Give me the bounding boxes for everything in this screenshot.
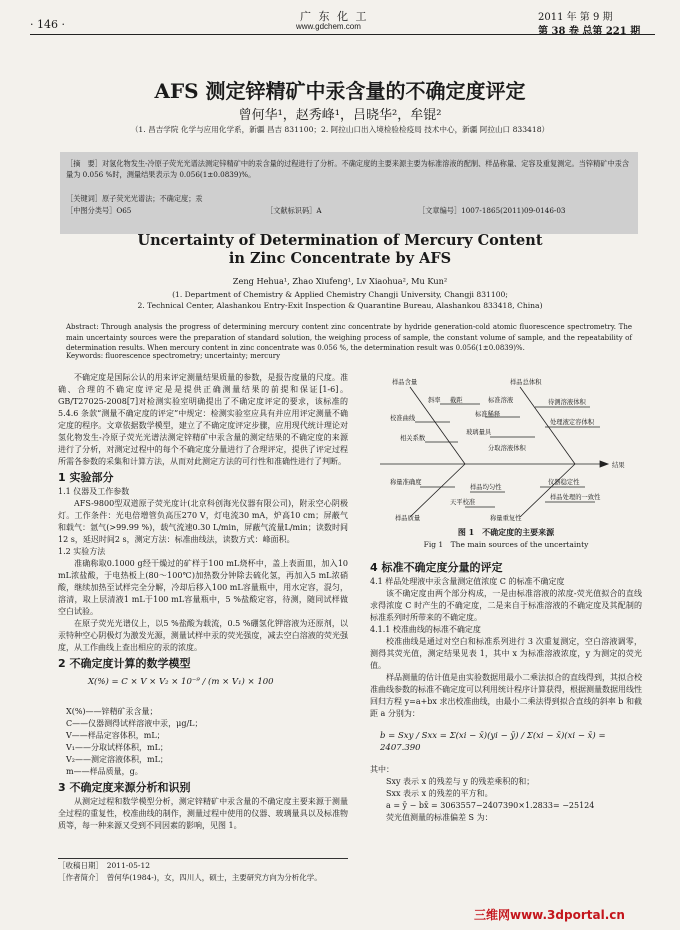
affiliation-english-1: (1. Department of Chemistry & Applied Chemistry Changji University, Changji 831100; <box>172 290 508 299</box>
where-label: 其中： <box>370 765 394 774</box>
measurement-paragraph: 在原子荧光光谱仪上，以5 %盐酸为载流，0.5 %硼氢化钾溶液为还原剂，以汞特种空心阴极灯为激发光源，测量试样中汞的荧光强度，减去空白溶液的荧光强度，从工作曲线上查出相应的汞的浓度。 <box>58 619 348 652</box>
label-weighing-repeatability: 称量重复性 <box>490 515 522 522</box>
journal-url: www.gdchem.com <box>296 22 361 31</box>
slope-formula: b = Sxy / Sxx = Σ(xi − x̄)(yi − ȳ) / Σ(xi − x̄)(xi − x̄) = 2407.390 <box>380 731 606 753</box>
label-result: 结果 <box>612 462 625 469</box>
variable-definitions <box>66 706 348 778</box>
journal-name: 广 东 化 工 <box>300 10 369 23</box>
method-paragraph: 准确称取0.1000 g经干燥过的矿样于100 mL烧杯中，盖上表面皿，加入10 mL浓盐酸，于电热板上(80～100℃)加热数分钟除去硫化氢，再加入5 mL浓硝酸，继续加热至试样完全分解，冷却后移入100 mL容量瓶中，用水定容，混匀，溶清，取上层清液1 mL于100 mL容量瓶中，5 %盐酸定容，待测，随同试样做空白试验。 <box>58 559 348 616</box>
fishbone-diagram <box>370 372 645 522</box>
uncertainty-composition-paragraph: 该不确定度由两个部分构成，一是由标准溶液的浓度-荧光值拟合的直线求得浓度 C 时产生的不确定度，二是来自于标准溶液的不确定度及其配制的标准系列时所带来的不确定度。 <box>370 589 642 622</box>
label-intercept: 截距 <box>450 397 463 404</box>
label-calibration-curve: 校准曲线 <box>390 415 416 422</box>
label-standard-dilution: 标准稀释 <box>475 411 501 418</box>
title-english-line2: in Zinc Concentrate by AFS <box>228 250 452 267</box>
std-deviation-paragraph: 荧光值测量的标准偏差 S 为： <box>386 813 493 822</box>
least-squares-paragraph: 样品测量的估计值是由实验数据用最小二乘法拟合的直线得到，其拟合校准曲线参数的标准不确定度可以利用统计程序计算获得，根据测量数据用线性回归方程 y=a+bx 求出校准曲线，由最小二乘法得到拟合直线的斜率 b 和截距 a 分别为： <box>370 673 642 718</box>
label-correlation: 相关系数 <box>400 435 426 442</box>
branch-lower-2 <box>520 464 575 517</box>
title-english-line1: Uncertainty of Determination of Mercury Content <box>137 232 543 249</box>
definition-v: V——样品定容体积，mL； <box>66 731 165 740</box>
label-sample-total-volume: 样品总体积 <box>510 379 542 386</box>
spine-arrow <box>600 461 608 467</box>
calibration-paragraph: 校准曲线是通过对空白和标准系列进行 3 次重复测定，空白溶液调零，测得其荧光值，测定结果见表 1，其中 x 为标准溶液浓度，y 为测定的荧光值。 <box>370 637 642 670</box>
label-standard-solution: 标准溶液 <box>488 397 514 404</box>
abstract-english: Abstract: Through analysis the progress of determining mercury content zinc concentrate by hydride generation-cold atomic fluorescence spectrometry. The main uncertainty sources were the preparation of standard solution, the weighing process of sample, the constant volume of sample, and the repeatability of determination results. When mercury content in zinc concentrate was 0.056 %, the determination result was 0.056(1±0.0839)%. <box>66 323 632 352</box>
definition-v2: V₂——测定溶液体积，mL； <box>66 755 168 764</box>
right-column <box>370 556 642 824</box>
header-rule <box>30 34 655 35</box>
keywords-english: Keywords: fluorescence spectrometry; uncertainty; mercury <box>66 352 281 360</box>
section-4-1-1-heading: 4.1.1 校准曲线的标准不确定度 <box>370 625 481 634</box>
label-instrument-stability: 仪器稳定性 <box>548 479 580 486</box>
document-code: ［文献标识码］A <box>266 206 322 215</box>
section-1-2-heading: 1.2 实验方法 <box>58 547 106 556</box>
class-number: ［中图分类号］O65 <box>66 206 132 215</box>
model-formula: X(%) = C × V × V₂ × 10⁻⁹ / (m × V₁) × 100 <box>88 677 274 687</box>
label-sample-mass: 样品质量 <box>395 515 421 522</box>
volume-info: 第 38 卷 总第 221 期 <box>538 26 641 37</box>
section-2-heading: 2 不确定度计算的数学模型 <box>58 657 191 670</box>
abstract-chinese: ［摘 要］对氢化物发生-冷原子荧光光谱法测定锌精矿中的汞含量的过程进行了分析。不确定度的主要来源主要为标准溶液的配制、样品称量、定容及重复测定。当锌精矿中汞含量为 0.056 %时，测量结果表示为 0.056(1±0.0839)%。 <box>66 159 630 179</box>
label-treatment-volume: 处理液定容体积 <box>550 419 595 426</box>
label-homogeneity: 样品均匀性 <box>470 484 502 491</box>
label-treatment-consistency: 样品处理的一致性 <box>550 494 601 501</box>
title-chinese: AFS 测定锌精矿中汞含量的不确定度评定 <box>154 79 526 103</box>
title-english <box>0 232 680 268</box>
sxy-definition: Sxy 表示 x 的残差与 y 的残差乘积的和； <box>386 777 535 786</box>
article-number: ［文章编号］1007-1865(2011)09-0146-03 <box>418 206 566 215</box>
sources-paragraph: 从测定过程和数学模型分析，测定锌精矿中汞含量的不确定度主要来源于测量全过程的重复性，校准曲线的制作，测量过程中使用的仪器、玻璃量具以及标准物质等，每一种来源又受到不同因素的影响，见图 1。 <box>58 797 348 830</box>
label-glassware: 玻璃量具 <box>466 429 492 436</box>
section-3-heading: 3 不确定度来源分析和识别 <box>58 781 191 794</box>
affiliation-english-2: 2. Technical Center, Alashankou Entry-Exit Inspection & Quarantine Bureau, Alashankou 833418, China) <box>137 301 543 310</box>
intercept-formula: a = ȳ − bx̄ = 3063557−2407390×1.2833= −25124 <box>386 801 595 810</box>
affiliation-english <box>0 289 680 311</box>
left-column <box>58 372 348 832</box>
received-date: ［收稿日期］ 2011-05-12 <box>58 861 150 870</box>
definition-c: C——仪器测得试样溶液中汞，μg/L； <box>66 719 203 728</box>
label-test-volume: 待测溶液体积 <box>548 399 586 406</box>
label-weighing-accuracy: 称量准确度 <box>390 479 422 486</box>
section-1-heading: 1 实验部分 <box>58 471 114 484</box>
keywords-chinese: ［关键词］原子荧光光谱法；不确定度；汞 <box>66 194 203 203</box>
author-bio: ［作者简介］ 曾何华(1984-)，女，四川人，硕士，主要研究方向为分析化学。 <box>58 873 322 882</box>
label-balance-calibration: 天平校准 <box>450 499 476 506</box>
page-number: · 146 · <box>30 18 65 31</box>
label-aliquot-volume: 分取溶液体积 <box>488 445 526 452</box>
definition-x: X(%)——锌精矿汞含量； <box>66 707 158 716</box>
branch-lower-1 <box>410 464 465 517</box>
sxx-definition: Sxx 表示 x 的残差的平方和。 <box>386 789 493 798</box>
site-watermark: 三维网www.3dportal.cn <box>474 908 625 922</box>
footer-rule <box>58 858 348 859</box>
section-4-heading: 4 标准不确定度分量的评定 <box>370 561 503 574</box>
label-sample-content: 样品含量 <box>392 379 418 386</box>
section-1-1-heading: 1.1 仪器及工作参数 <box>58 487 130 496</box>
label-slope: 斜率 <box>428 397 441 404</box>
definition-m: m——样品质量，g。 <box>66 767 143 776</box>
figure-caption-chinese: 图 1 不确定度的主要来源 <box>457 527 555 537</box>
figure-caption-english: Fig 1 The main sources of the uncertainty <box>423 540 589 549</box>
definition-v1: V₁——分取试样体积，mL； <box>66 743 168 752</box>
affiliation-chinese: （1. 昌吉学院 化学与应用化学系，新疆 昌吉 831100；2. 阿拉山口出入境检验检疫局 技术中心，新疆 阿拉山口 833418） <box>130 125 550 134</box>
authors-chinese: 曾何华¹，赵秀峰¹，吕晓华²，牟锟² <box>238 108 442 123</box>
authors-english: Zeng Hehua¹, Zhao Xiufeng¹, Lv Xiaohua², Mu Kun² <box>232 276 448 286</box>
issue-date: 2011 年 第 9 期 <box>538 12 613 23</box>
instrument-paragraph: AFS-9800型双道原子荧光度计(北京科创海光仪器有限公司)，附汞空心阴极灯。工作条件：光电倍增管负高压270 V，灯电流30 mA，炉高10 cm；屏蔽气和载气：氩气(>99.99 %)，载气流速0.30 L/min，屏蔽气流量L/min；读数时间12 s，延迟时间2 s，测定方法：标准曲线法，读数方式：峰面积。 <box>58 499 348 544</box>
intro-paragraph: 不确定度是国际公认的用来评定测量结果质量的参数，是报告度量的尺度。准确、合理的不确定度评定是是提供正确测量结果的前提和保证[1-6]。GB/T27025-2008[7]对检测实验室明确提出了不确定度评定的要求，该标准的 5.4.6 条款“测量不确定度的评定”中规定：检测实验室应具有并应用评定测量不确定度的程序。文章依据数学模型，建立了不确定度评定步骤，应用现代统计理论对氢化物发生-冷原子荧光光谱法测定锌精矿中汞含量的测定结果的不确定度的来源进行了分析，对测定过程中的每个不确定度分量进行了合理评定，提供了评定过程所需各参数的采集和计算方法，从而对此测定方法的可行性和准确性进行了判断。 <box>58 373 348 466</box>
footer-notes <box>58 860 358 884</box>
section-4-1-heading: 4.1 样品处理液中汞含量测定值浓度 C 的标准不确定度 <box>370 577 565 586</box>
